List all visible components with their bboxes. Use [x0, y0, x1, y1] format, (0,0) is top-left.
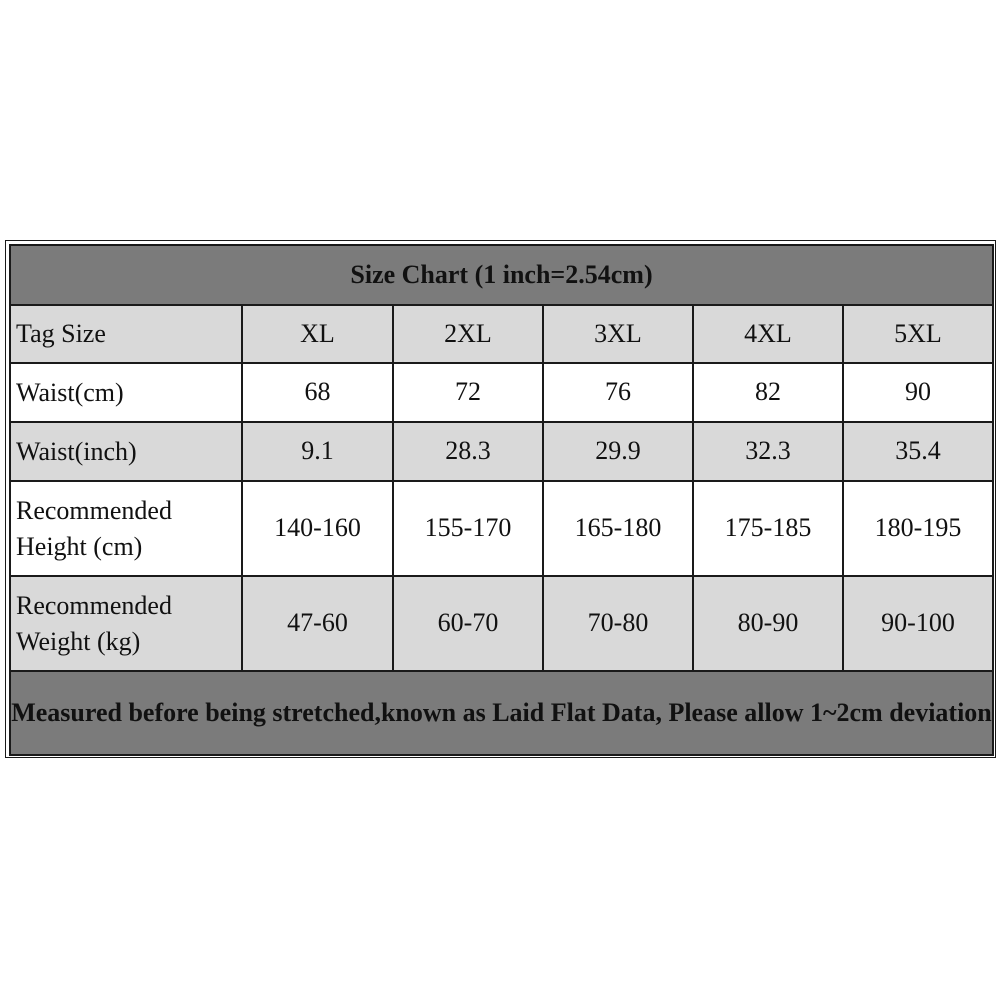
table-row-height [10, 481, 993, 576]
cell-height-4xl: 175-185 [693, 481, 843, 576]
cell-waist-inch-4xl: 32.3 [693, 422, 843, 481]
cell-waist-cm-3xl: 76 [543, 363, 693, 422]
cell-waist-inch-3xl: 29.9 [543, 422, 693, 481]
cell-weight-2xl: 60-70 [393, 576, 543, 671]
cell-height-5xl: 180-195 [843, 481, 993, 576]
size-chart-frame [5, 240, 996, 758]
chart-title: Size Chart (1 inch=2.54cm) [10, 245, 993, 305]
note-row [10, 671, 993, 755]
cell-weight-3xl: 70-80 [543, 576, 693, 671]
cell-weight-4xl: 80-90 [693, 576, 843, 671]
header-row [10, 305, 993, 363]
row-label-height: Recommended Height (cm) [10, 481, 242, 576]
cell-waist-cm-5xl: 90 [843, 363, 993, 422]
column-header-3xl: 3XL [543, 305, 693, 363]
cell-waist-inch-xl: 9.1 [242, 422, 393, 481]
cell-waist-cm-2xl: 72 [393, 363, 543, 422]
column-header-tag-size: Tag Size [10, 305, 242, 363]
cell-height-3xl: 165-180 [543, 481, 693, 576]
cell-waist-inch-2xl: 28.3 [393, 422, 543, 481]
cell-height-xl: 140-160 [242, 481, 393, 576]
cell-waist-cm-xl: 68 [242, 363, 393, 422]
row-label-waist-cm: Waist(cm) [10, 363, 242, 422]
column-header-5xl: 5XL [843, 305, 993, 363]
measurement-note: Measured before being stretched,known as Laid Flat Data, Please allow 1~2cm deviation [10, 671, 993, 755]
row-label-waist-inch: Waist(inch) [10, 422, 242, 481]
cell-height-2xl: 155-170 [393, 481, 543, 576]
cell-waist-cm-4xl: 82 [693, 363, 843, 422]
table-row-waist-cm [10, 363, 993, 422]
cell-weight-5xl: 90-100 [843, 576, 993, 671]
column-header-4xl: 4XL [693, 305, 843, 363]
table-row-waist-inch [10, 422, 993, 481]
cell-weight-xl: 47-60 [242, 576, 393, 671]
column-header-xl: XL [242, 305, 393, 363]
table-row-weight [10, 576, 993, 671]
cell-waist-inch-5xl: 35.4 [843, 422, 993, 481]
size-chart-table [9, 244, 994, 756]
column-header-2xl: 2XL [393, 305, 543, 363]
row-label-weight: Recommended Weight (kg) [10, 576, 242, 671]
title-row [10, 245, 993, 305]
